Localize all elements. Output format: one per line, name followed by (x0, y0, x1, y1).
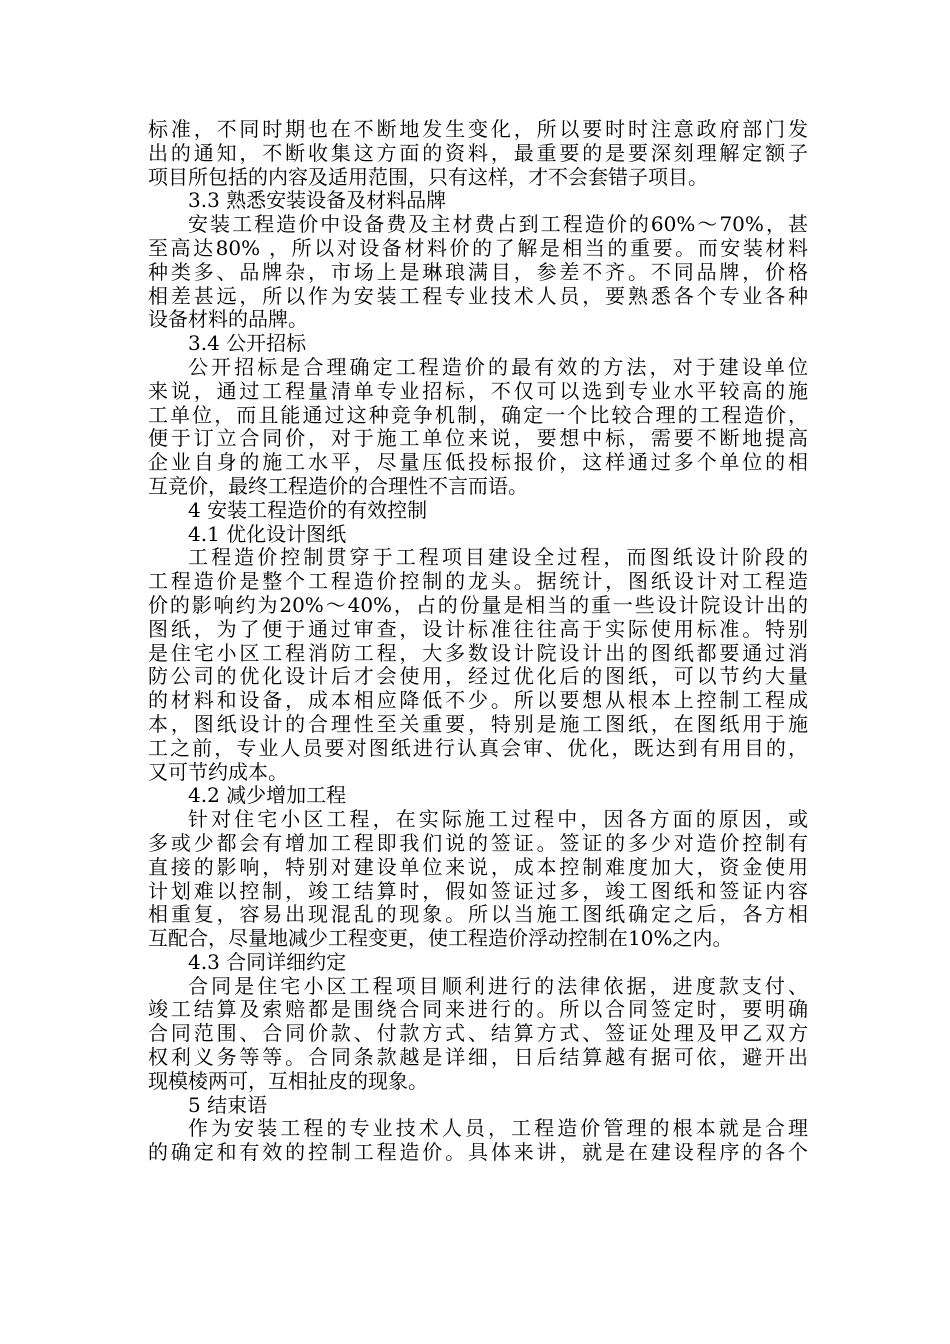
text-line: 多或少都会有增加工程即我们说的签证。签证的多少对造价控制有 (148, 830, 808, 855)
text-line: 标准，不同时期也在不断地发生变化，所以要时时注意政府部门发 (148, 117, 808, 141)
text-line: 计划难以控制，竣工结算时，假如签证过多，竣工图纸和签证内容 (148, 878, 808, 903)
text-line: 的确定和有效的控制工程造价。具体来讲，就是在建设程序的各个 (148, 1140, 808, 1165)
text-line: 的材料和设备，成本相应降低不少。所以要想从根本上控制工程成 (148, 688, 808, 713)
text-line: 4.3 合同详细约定 (188, 949, 347, 974)
text-line: 又可节约成本。 (148, 759, 288, 784)
text-line: 工程造价控制贯穿于工程项目建设全过程，而图纸设计阶段的 (188, 545, 808, 570)
text-line: 便于订立合同价，对于施工单位来说，要想中标，需要不断地提高 (148, 426, 808, 451)
text-line: 工之前，专业人员要对图纸进行认真会审、优化，既达到有用目的， (148, 735, 808, 760)
text-line: 竣工结算及索赔都是围绕合同来进行的。所以合同签定时，要明确 (148, 997, 808, 1022)
text-line: 是住宅小区工程消防工程，大多数设计院设计出的图纸都要通过消 (148, 640, 808, 665)
text-line: 项目所包括的内容及适用范围，只有这样，才不会套错子项目。 (148, 164, 708, 189)
text-line: 互配合，尽量地减少工程变更，使工程造价浮动控制在10%之内。 (148, 926, 733, 951)
text-line: 企业自身的施工水平，尽量压低投标报价，这样通过多个单位的相 (148, 450, 808, 475)
text-line: 本，图纸设计的合理性至关重要，特别是施工图纸，在图纸用于施 (148, 711, 808, 736)
text-line: 权利义务等等。合同条款越是详细，日后结算越有据可依，避开出 (148, 1045, 808, 1070)
text-line: 合同是住宅小区工程项目顺利进行的法律依据，进度款支付、 (188, 973, 808, 998)
text-line: 设备材料的品牌。 (148, 307, 308, 332)
text-line: 4.1 优化设计图纸 (188, 521, 347, 546)
text-line: 5 结束语 (188, 1092, 268, 1117)
text-line: 互竞价，最终工程造价的合理性不言而语。 (148, 473, 528, 498)
text-line: 3.4 公开招标 (188, 331, 307, 356)
text-line: 来说，通过工程量清单专业招标，不仅可以选到专业水平较高的施 (148, 378, 808, 403)
text-line: 直接的影响，特别对建设单位来说，成本控制难度加大，资金使用 (148, 854, 808, 879)
text-line: 种类多、品牌杂，市场上是琳琅满目，参差不齐。不同品牌，价格 (148, 259, 808, 284)
text-line: 防公司的优化设计后才会使用，经过优化后的图纸，可以节约大量 (148, 664, 808, 689)
text-line: 相重复，容易出现混乱的现象。所以当施工图纸确定之后，各方相 (148, 902, 808, 927)
text-line: 公开招标是合理确定工程造价的最有效的方法，对于建设单位 (188, 354, 808, 379)
text-line: 针对住宅小区工程，在实际施工过程中，因各方面的原因，或 (188, 807, 808, 832)
text-line: 价的影响约为20%～40%，占的份量是相当的重一些设计院设计出的 (148, 592, 808, 617)
text-line: 至高达80% ，所以对设备材料价的了解是相当的重要。而安装材料 (148, 235, 808, 260)
text-line: 4.2 减少增加工程 (188, 783, 347, 808)
text-line: 相差甚远，所以作为安装工程专业技术人员，要熟悉各个专业各种 (148, 283, 808, 308)
body-text (148, 118, 808, 1165)
text-line: 作为安装工程的专业技术人员，工程造价管理的根本就是合理 (188, 1116, 808, 1141)
text-line: 图纸，为了便于通过审查，设计标准往往高于实际使用标准。特别 (148, 616, 808, 641)
text-line: 合同范围、合同价款、付款方式、结算方式、签证处理及甲乙双方 (148, 1021, 808, 1046)
text-line: 安装工程造价中设备费及主材费占到工程造价的60%～70%，甚 (188, 212, 808, 237)
text-line: 现模棱两可，互相扯皮的现象。 (148, 1068, 428, 1093)
text-line: 出的通知，不断收集这方面的资料，最重要的是要深刻理解定额子 (148, 140, 808, 165)
text-line: 3.3 熟悉安装设备及材料品牌 (188, 188, 447, 213)
text-line: 4 安装工程造价的有效控制 (188, 497, 428, 522)
text-line: 工程造价是整个工程造价控制的龙头。据统计，图纸设计对工程造 (148, 569, 808, 594)
text-line: 工单位，而且能通过这种竞争机制，确定一个比较合理的工程造价， (148, 402, 808, 427)
